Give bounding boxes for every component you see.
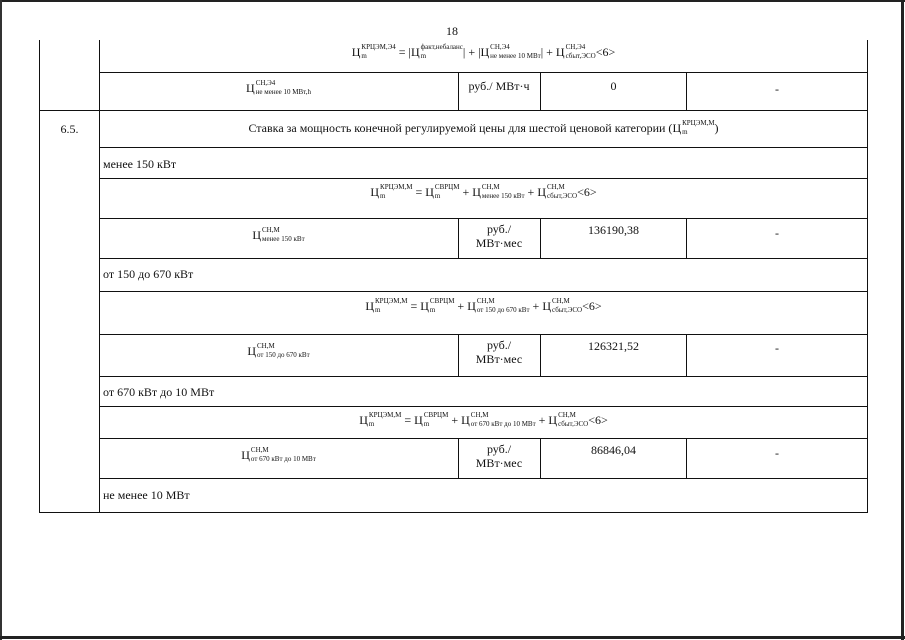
- row-extra: -: [775, 82, 779, 96]
- row-unit: руб./ МВт·мес: [475, 222, 523, 250]
- footnote-ref: <6>: [582, 299, 602, 314]
- scan-border-bottom: [0, 636, 905, 639]
- formula-e4: Ц КРЦЭМ,Э4 m = | Ц факт,небаланс m | + | Ц СН,Э4 не менее 10 МВт | + Ц СН,Э4 сбыт,ЭСО <6>: [351, 43, 616, 61]
- section-title: Ставка за мощность конечной регулируемой цены для шестой ценовой категории ( Ц КРЦЭМ,М m ): [248, 119, 719, 137]
- row-value: 0: [610, 79, 617, 93]
- group-formula: Ц КРЦЭМ,М m = Ц СВРЦМ m + Ц СН,М от 670 кВт до 10 МВт + Ц СН,М сбыт,ЭСО <6>: [359, 411, 608, 429]
- symbol-fact: Ц факт,небаланс m: [410, 43, 463, 61]
- scan-border-left: [0, 0, 2, 640]
- symbol-lhs: Ц КРЦЭМ,Э4 m: [351, 43, 396, 61]
- group-label: от 150 до 670 кВт: [103, 267, 194, 281]
- row-symbol: Ц СН,Э4 не менее 10 МВт,h: [246, 79, 311, 97]
- row-extra: -: [775, 226, 779, 240]
- footnote-ref: <6>: [595, 45, 616, 60]
- symbol-sbyt: Ц СН,Э4 сбыт,ЭСО: [555, 43, 596, 61]
- footnote-ref: <6>: [588, 413, 608, 428]
- page-number: 18: [446, 24, 458, 38]
- section-number: 6.5.: [60, 122, 79, 136]
- footnote-ref: <6>: [577, 185, 597, 200]
- row-value: 126321,52: [588, 339, 639, 353]
- group-label: менее 150 кВт: [103, 157, 177, 171]
- row-extra: -: [775, 341, 779, 355]
- row-symbol: Ц СН,М от 150 до 670 кВт: [247, 342, 310, 360]
- row-symbol: Ц СН,М от 670 кВт до 10 МВт: [241, 446, 316, 464]
- row-value: 136190,38: [588, 223, 639, 237]
- row-extra: -: [775, 446, 779, 460]
- symbol-sn: Ц СН,Э4 не менее 10 МВт: [480, 43, 541, 61]
- scan-border-top: [0, 0, 905, 2]
- row-symbol: Ц СН,М менее 150 кВт: [252, 226, 305, 244]
- group-formula: Ц КРЦЭМ,М m = Ц СВРЦМ m + Ц СН,М менее 150 кВт + Ц СН,М сбыт,ЭСО <6>: [370, 183, 597, 201]
- row-value: 86846,04: [591, 443, 636, 457]
- row-unit: руб./ МВт·мес: [475, 442, 523, 470]
- group-formula: Ц КРЦЭМ,М m = Ц СВРЦМ m + Ц СН,М от 150 до 670 кВт + Ц СН,М сбыт,ЭСО <6>: [365, 297, 602, 315]
- group-label: не менее 10 МВт: [103, 488, 190, 502]
- scan-border-right: [901, 0, 904, 640]
- row-unit: руб./ МВт·мес: [475, 338, 523, 366]
- group-label: от 670 кВт до 10 МВт: [103, 385, 215, 399]
- row-unit: руб./ МВт·ч: [468, 79, 530, 93]
